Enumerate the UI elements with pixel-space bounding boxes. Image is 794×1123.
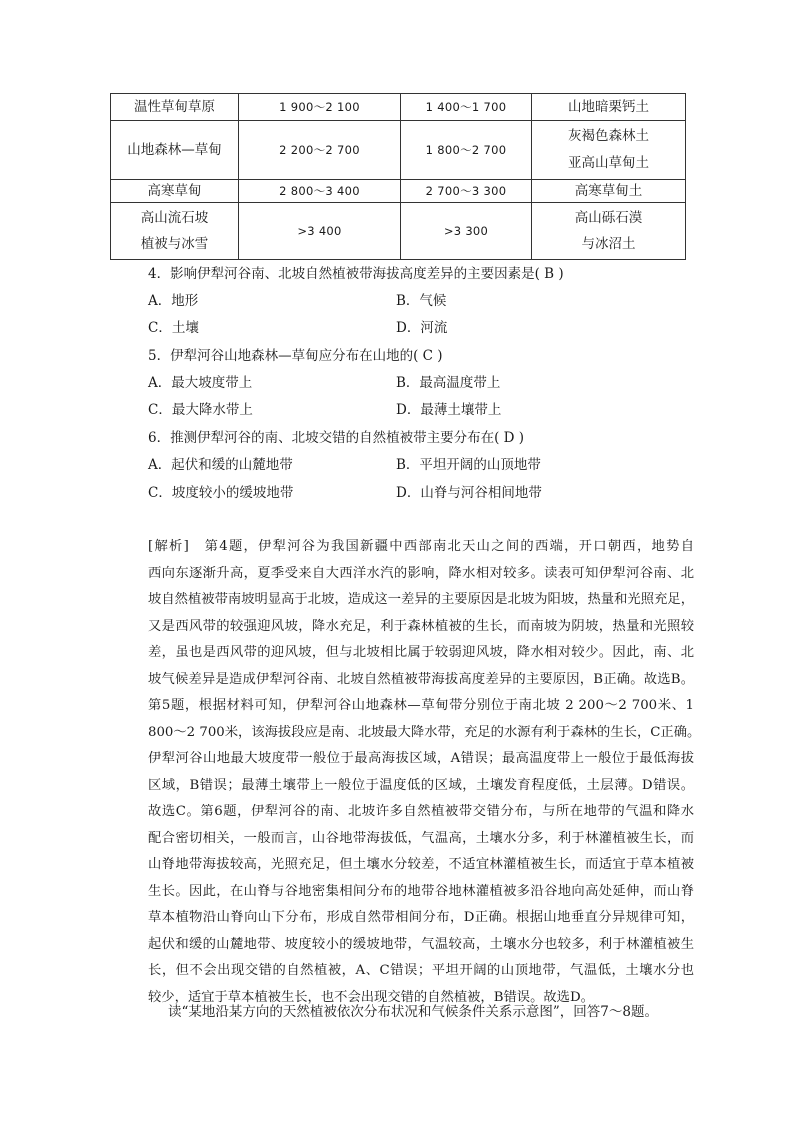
analysis-line: 生长。因此，在山脊与谷地密集相间分布的地带谷地林灌植被多沿谷地向高处延伸，而山脊 [148,883,694,899]
question-6-stem: 6．推测伊犁河谷的南、北坡交错的自然植被带主要分布在( D ) [148,430,525,446]
analysis-line: 又是西风带的较强迎风坡，降水充足，利于森林植被的生长，而南坡为阴坡，热量和光照较 [148,618,694,634]
soil-cell: 山地暗栗钙土 [532,94,686,121]
analysis-line: 长，但不会出现交错的自然植被，A、C错误；平坦开阔的山顶地带，气温低，土壤水分也 [148,963,694,978]
question-6-option-c: C．坡度较小的缓坡地带 [148,485,294,501]
zone-cell: 温性草甸草原 [111,94,239,121]
table-row [111,94,686,121]
analysis-line: 草本植物沿山脊向山下分布，形成自然带相间分布，D正确。根据山地垂直分异规律可知， [148,910,694,925]
question-4-option-b: B．气候 [396,293,447,309]
analysis-line: 西向东逐渐升高，夏季受来自大西洋水汽的影响，降水相对较多。读表可知伊犁河谷南、北 [148,565,694,581]
analysis-paragraph [148,534,701,1011]
south-slope-cell: >3 300 [401,203,532,260]
north-slope-cell: >3 400 [239,203,401,260]
analysis-line: 800～2 700米，该海拔段应是南、北坡最大降水带，充足的水源有利于森林的生长，C正确。 [148,724,701,740]
south-slope-cell: 2 700～3 300 [401,180,532,203]
analysis-line: 第5题，根据材料可知，伊犁河谷山地森林—草甸带分别位于南北坡 2 200～2 700米、1 [148,698,694,713]
south-slope-cell: 1 800～2 700 [401,121,532,180]
question-5-option-b: B．最高温度带上 [396,375,501,391]
analysis-line: 配合密切相关，一般而言，山谷地带海拔低，气温高，土壤水分多，利于林灌植被生长，而 [148,830,694,846]
soil-cell: 高山砾石漠 与冰沼土 [532,203,686,260]
soil-cell: 灰褐色森林土 亚高山草甸土 [532,121,686,180]
analysis-line: 坡气候差异是造成伊犁河谷南、北坡自然植被带海拔高度差异的主要原因，B正确。故选B。 [148,671,694,687]
table-row [111,121,686,180]
zone-cell: 高寒草甸 [111,180,239,203]
zone-cell: 山地森林—草甸 [111,121,239,180]
question-6-option-d: D．山脊与河谷相间地带 [396,485,542,501]
question-5-option-c: C．最大降水带上 [148,402,253,418]
question-6-option-a: A．起伏和缓的山麓地带 [148,457,293,473]
north-slope-cell: 1 900～2 100 [239,94,401,121]
analysis-line: 伊犁河谷山地最大坡度带一般位于最高海拔区域，A错误；最高温度带上一般位于最低海拔 [148,751,694,766]
question-4-stem: 4．影响伊犁河谷南、北坡自然植被带海拔高度差异的主要因素是( B ) [148,266,564,282]
question-5-option-a: A．最大坡度带上 [148,375,253,391]
table-row [111,180,686,203]
next-questions-prompt: 读“某地沿某方向的天然植被依次分布状况和气候条件关系示意图”，回答7～8题。 [168,1004,658,1020]
analysis-line: 故选C。第6题，伊犁河谷的南、北坡许多自然植被带交错分布，与所在地带的气温和降水 [148,804,694,819]
analysis-line: 差，虽也是西风带的迎风坡，但与北坡相比属于较弱迎风坡，降水相对较少。因此，南、北 [148,645,694,660]
analysis-line: 坡自然植被带南坡明显高于北坡，造成这一差异的主要原因是北坡为阳坡，热量和光照充足， [148,592,694,607]
question-5-option-d: D．最薄土壤带上 [396,402,502,418]
question-4-option-d: D．河流 [396,320,448,336]
vegetation-zone-table [110,93,686,260]
question-5-stem: 5．伊犁河谷山地森林—草甸应分布在山地的( C ) [148,348,443,364]
question-6-option-b: B．平坦开阔的山顶地带 [396,457,541,473]
question-4-option-a: A．地形 [148,293,199,309]
north-slope-cell: 2 200～2 700 [239,121,401,180]
analysis-line: 较少，适宜于草本植被生长，也不会出现交错的自然植被，B错误。故选D。 [148,989,594,1005]
analysis-line: [解析] 第4题，伊犁河谷为我国新疆中西部南北天山之间的西端，开口朝西，地势自 [148,539,694,554]
analysis-line: 山脊地带海拔较高，光照充足，但土壤水分较差，不适宜林灌植被生长，而适宜于草本植被 [148,857,694,872]
question-4-option-c: C．土壤 [148,320,199,336]
north-slope-cell: 2 800～3 400 [239,180,401,203]
analysis-line: 起伏和缓的山麓地带、坡度较小的缓坡地带，气温较高，土壤水分也较多，利于林灌植被生 [148,936,694,952]
table-row [111,203,686,260]
soil-cell: 高寒草甸土 [532,180,686,203]
south-slope-cell: 1 400～1 700 [401,94,532,121]
zone-cell: 高山流石坡 植被与冰雪 [111,203,239,260]
analysis-line: 区域，B错误；最薄土壤带上一般位于温度低的区域，土壤发育程度低，土层薄。D错误。 [148,777,694,793]
